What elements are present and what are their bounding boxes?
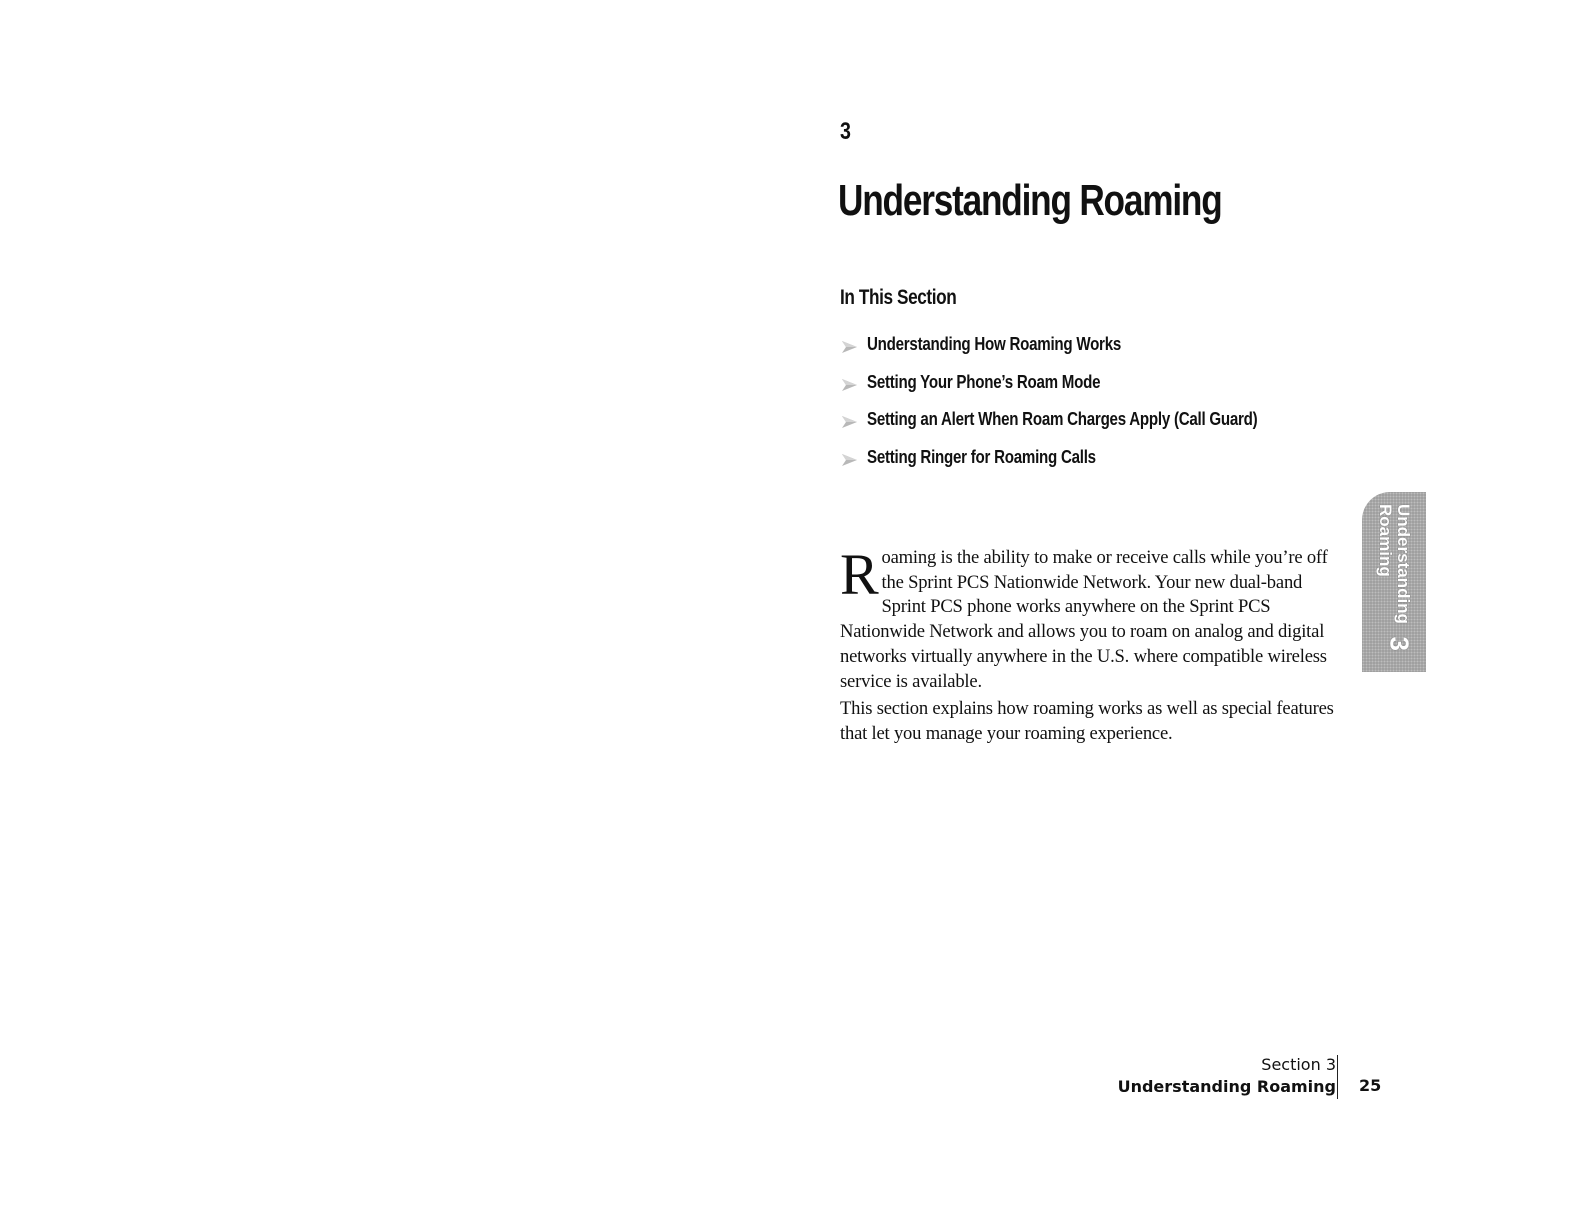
in-this-section-heading: In This Section: [840, 286, 957, 309]
intro-paragraph: [840, 542, 1340, 694]
section-number: 3: [840, 118, 851, 145]
arrow-bullet-icon: [840, 412, 860, 432]
footer-section-label: Section 3: [1261, 1055, 1336, 1074]
list-item-label: Understanding How Roaming Works: [867, 334, 1122, 354]
section-contents-list: [840, 334, 1332, 484]
list-item-label: Setting Ringer for Roaming Calls: [867, 446, 1096, 467]
footer-chapter-title: Understanding Roaming: [1117, 1077, 1336, 1096]
section-thumb-tab-label: Understanding Roaming: [1376, 504, 1413, 624]
list-item-label: Setting an Alert When Roam Charges Apply (Call Guard): [867, 409, 1258, 429]
arrow-bullet-icon: [840, 450, 860, 470]
body-text: [840, 542, 1340, 750]
section-summary-paragraph: This section explains how roaming works as well as special features that let you manage your roaming experience.: [840, 698, 1334, 744]
section-thumb-tab-number: 3: [1384, 636, 1415, 651]
list-item: [840, 409, 1332, 447]
intro-paragraph-text: oaming is the ability to make or receive calls while you’re off the Sprint PCS Nationwide Network. Your new dual-band Sprint PCS phone works anywhere on the Sprint PCS Nationwide Network and allows you to roam on analog and digital networks virtually anywhere in the U.S. where compatible wireless service is available.: [840, 547, 1328, 692]
page-footer: [1080, 1054, 1336, 1098]
footer-divider: [1337, 1055, 1338, 1099]
arrow-bullet-icon: [840, 375, 860, 395]
list-item: [840, 334, 1332, 372]
chapter-title: Understanding Roaming: [838, 176, 1222, 225]
list-item: [840, 372, 1332, 410]
list-item-label: Setting Your Phone’s Roam Mode: [867, 371, 1101, 392]
arrow-bullet-icon: [840, 337, 860, 357]
drop-cap: R: [840, 542, 879, 607]
page-number: 25: [1359, 1076, 1382, 1095]
list-item: [840, 447, 1332, 485]
